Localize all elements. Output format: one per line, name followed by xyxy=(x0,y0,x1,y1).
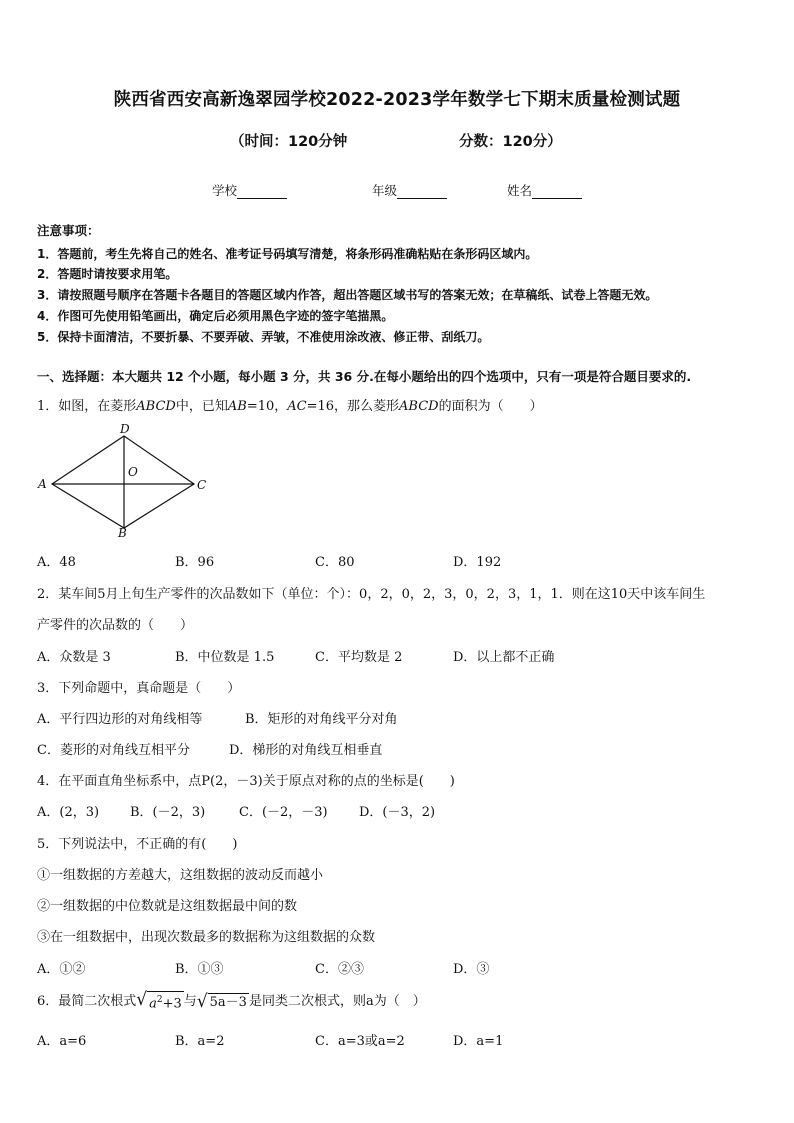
name-blank xyxy=(532,185,582,199)
q4-option-c[interactable]: C．(－2，－3) xyxy=(239,805,328,820)
q6-option-d[interactable]: D．a=1 xyxy=(453,1034,504,1049)
exam-time: （时间：120分钟 xyxy=(230,134,348,150)
q5-option-d[interactable]: D．③ xyxy=(453,962,490,977)
question-6-stem: 6．最简二次根式 √ $a^2+3$ 与 √ 5a－3 是同类二次根式，则a为（ ） xyxy=(37,989,426,1012)
label-c: C xyxy=(197,478,207,492)
q2-option-c[interactable]: C．平均数是 2 xyxy=(315,650,403,665)
q2-option-b[interactable]: B．中位数是 1.5 xyxy=(175,650,275,665)
label-a: A xyxy=(38,477,47,491)
section-heading: 一、选择题：本大题共 12 个小题，每小题 3 分，共 36 分.在每小题给出的四个选项中，只有一项是符合题目要求的. xyxy=(37,369,692,384)
q3-option-a[interactable]: A．平行四边形的对角线相等 xyxy=(37,712,203,727)
q5-option-b[interactable]: B．①③ xyxy=(175,962,224,977)
q6-option-b[interactable]: B．a=2 xyxy=(175,1034,225,1049)
label-d: D xyxy=(120,422,130,436)
q5-option-a[interactable]: A．①② xyxy=(37,962,86,977)
school-field xyxy=(212,181,287,199)
name-label: 姓名 xyxy=(507,183,533,198)
rhombus-outline xyxy=(52,436,194,528)
q2-option-a[interactable]: A．众数是 3 xyxy=(37,650,111,665)
question-1-stem: 1．如图，在菱形ABCD中，已知AB=10，AC=16，那么菱形ABCD的面积为（ ） xyxy=(37,399,543,414)
school-blank xyxy=(237,185,287,199)
question-2-stem-line1: 2．某车间5月上旬生产零件的次品数如下（单位：个）：0，2，0，2，3，0，2，3，1，1．则在这10天中该车间生 xyxy=(37,587,706,602)
grade-label: 年级 xyxy=(372,183,398,198)
school-label: 学校 xyxy=(212,183,238,198)
radical-1: √ $a^2+3$ xyxy=(136,989,182,1012)
notice-item: 2．答题时请按要求用笔。 xyxy=(37,267,178,281)
label-o: O xyxy=(128,465,138,479)
q2-option-d[interactable]: D．以上都不正确 xyxy=(453,650,555,665)
q4-option-b[interactable]: B．(－2，3) xyxy=(130,805,206,820)
label-b: B xyxy=(118,526,127,540)
question-4-stem: 4．在平面直角坐标系中，点P(2，－3)关于原点对称的点的坐标是( ) xyxy=(37,774,455,789)
radical-2: √ 5a－3 xyxy=(196,991,247,1012)
q5-statement: ③在一组数据中，出现次数最多的数据称为这组数据的众数 xyxy=(37,930,376,945)
q1-option-c[interactable]: C．80 xyxy=(315,555,355,570)
q6-option-c[interactable]: C．a=3或a=2 xyxy=(315,1034,405,1049)
question-5-stem: 5．下列说法中，不正确的有( ) xyxy=(37,837,238,852)
exam-score: 分数：120分） xyxy=(459,134,562,150)
q1-option-d[interactable]: D．192 xyxy=(453,555,502,570)
q4-option-a[interactable]: A．(2，3) xyxy=(37,805,100,820)
notice-item: 1．答题前，考生先将自己的姓名、准考证号码填写清楚，将条形码准确粘贴在条形码区域内。 xyxy=(37,247,538,261)
q5-statement: ①一组数据的方差越大，这组数据的波动反而越小 xyxy=(37,868,324,883)
question-2-stem-line2: 产零件的次品数的（ ） xyxy=(37,618,194,633)
notice-heading: 注意事项： xyxy=(37,223,100,238)
q3-option-c[interactable]: C．菱形的对角线互相平分 xyxy=(37,743,190,758)
q4-option-d[interactable]: D．(－3，2) xyxy=(359,805,436,820)
rhombus-figure xyxy=(30,418,220,543)
q1-option-b[interactable]: B．96 xyxy=(175,555,215,570)
question-3-stem: 3．下列命题中，真命题是（ ） xyxy=(37,681,241,696)
notice-item: 3．请按照题号顺序在答题卡各题目的答题区域内作答，超出答题区域书写的答案无效；在草稿纸、试卷上答题无效。 xyxy=(37,288,658,302)
exam-title: 陕西省西安高新逸翠园学校2022-2023学年数学七下期末质量检测试题 xyxy=(113,90,681,110)
grade-blank xyxy=(397,185,447,199)
grade-field xyxy=(372,181,447,199)
q6-option-a[interactable]: A．a=6 xyxy=(37,1034,87,1049)
name-field xyxy=(507,181,582,199)
q5-option-c[interactable]: C．②③ xyxy=(315,962,364,977)
notice-item: 4．作图可先使用铅笔画出，确定后必须用黑色字迹的签字笔描黑。 xyxy=(37,309,394,323)
q3-option-b[interactable]: B．矩形的对角线平分对角 xyxy=(245,712,398,727)
q1-option-a[interactable]: A．48 xyxy=(37,555,76,570)
notice-item: 5．保持卡面清洁，不要折暴、不要弄破、弄皱，不准使用涂改液、修正带、刮纸刀。 xyxy=(37,330,490,344)
q5-statement: ②一组数据的中位数就是这组数据最中间的数 xyxy=(37,899,298,914)
q3-option-d[interactable]: D．梯形的对角线互相垂直 xyxy=(229,743,383,758)
